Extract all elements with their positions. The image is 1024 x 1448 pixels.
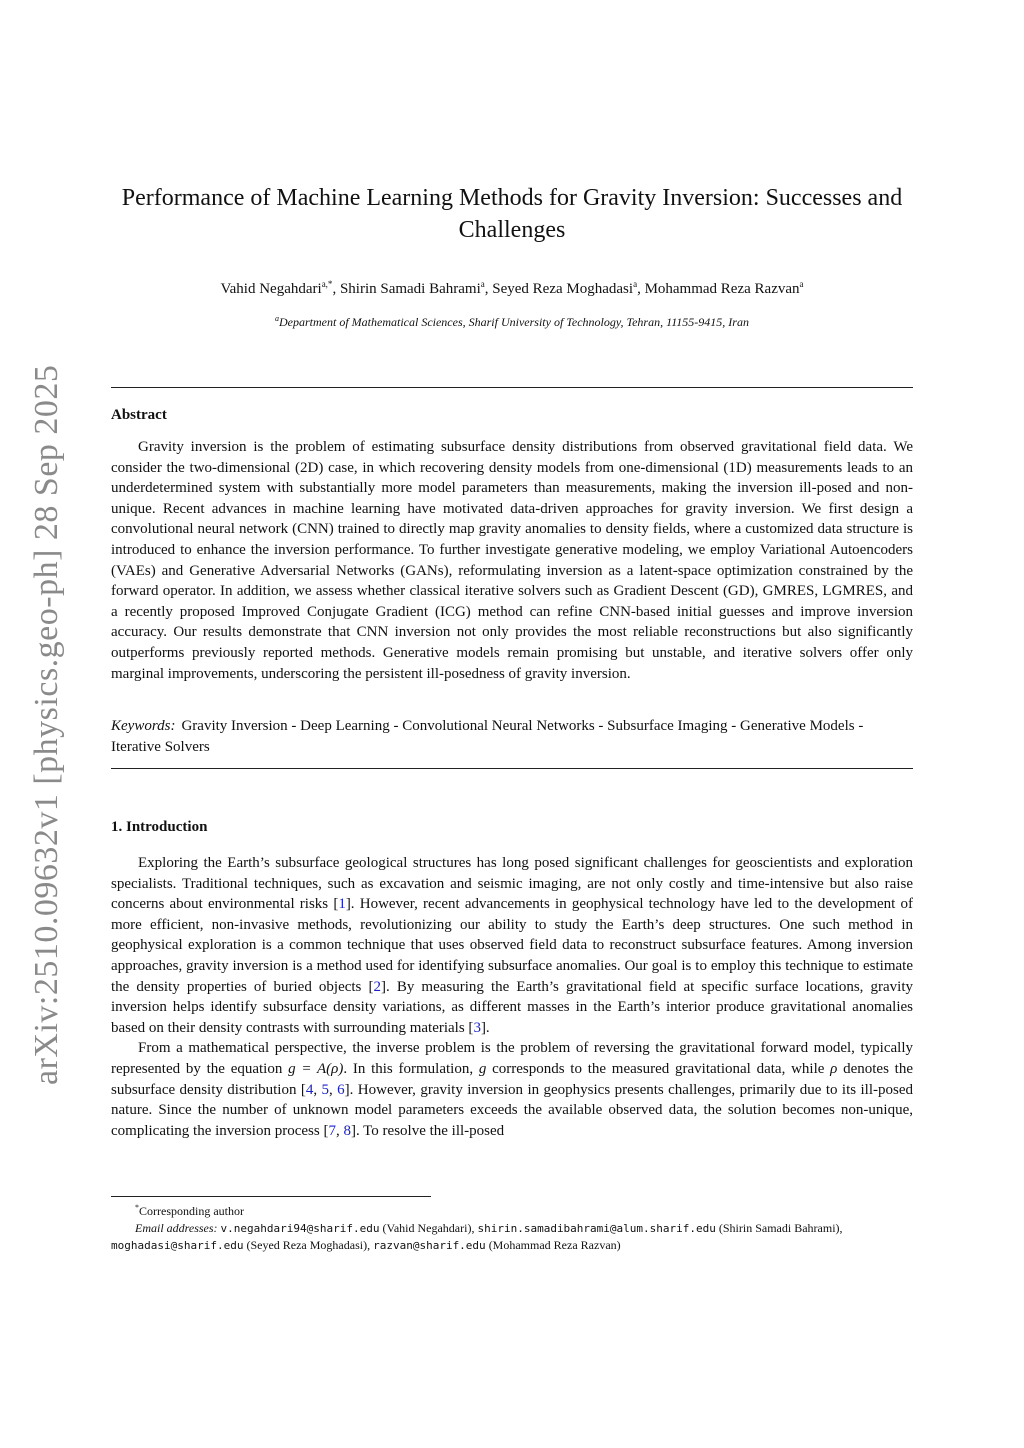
- affiliation: [96, 311, 928, 330]
- abstract-text: Gravity inversion is the problem of estimating subsurface density distributions from observed gravitational field data. We consider the two-dimensional (2D) case, in which recovering density models from one-dimensional (1D) measurements leads to an underdetermined system with substantially more model parameters than measurements, making the inversion ill-posed and non-unique. Recent advances in machine learning have motivated data-driven approaches for gravity inversion. We first design a convolutional neural network (CNN) trained to directly map gravity anomalies to density fields, where a customized data structure is introduced to enhance the inversion performance. To further investigate generative modeling, we employ Variational Autoencoders (VAEs) and Generative Adversarial Networks (GANs), reformulating inversion as a latent-space optimization constrained by the forward operator. In addition, we assess whether classical iterative solvers such as Gradient Descent (GD), GMRES, LGMRES, and a recently proposed Improved Conjugate Gradient (ICG) method can refine CNN-based initial guesses and improve inversion accuracy. Our results demonstrate that CNN inversion not only provides the most reliable reconstructions but also significantly outperforms previously reported methods. Generative models remain promising but unstable, and iterative solvers offer only marginal improvements, underscoring the persistent ill-posedness of gravity inversion.: [111, 439, 913, 682]
- citation-link[interactable]: 5: [321, 1081, 329, 1098]
- author-affiliation-mark: a: [799, 279, 804, 289]
- footnotes: [111, 1200, 913, 1255]
- citation-link[interactable]: 1: [338, 896, 346, 913]
- keywords-text: Gravity Inversion - Deep Learning - Convolutional Neural Networks - Subsurface Imaging - Generative Models - Iterative Solvers: [111, 718, 864, 755]
- citation-link[interactable]: 7: [328, 1122, 336, 1139]
- introduction-body: [111, 853, 913, 1141]
- citation-link[interactable]: 8: [343, 1122, 351, 1139]
- paper-title: Performance of Machine Learning Methods for Gravity Inversion: Successes and Challenges: [121, 185, 903, 243]
- math-symbol: ρ: [830, 1060, 838, 1077]
- author-affiliation-mark: a: [480, 279, 485, 289]
- footnote-rule: [111, 1196, 431, 1197]
- affiliation-text: Department of Mathematical Sciences, Sharif University of Technology, Tehran, 11155-9415, Iran: [279, 315, 749, 329]
- arxiv-identifier-stamp: arXiv:2510.09632v1 [physics.geo-ph] 28 Sep 2025: [28, 364, 65, 1085]
- author-name: Mohammad Reza Razvan: [644, 281, 800, 297]
- citation-link[interactable]: 3: [473, 1019, 481, 1036]
- keywords-label: Keywords:: [111, 718, 176, 734]
- author-list: Vahid Negahdari$^{a,*}$, Shirin Samadi Bahrami$^a$, Seyed Reza Moghadasi$^a$, Mohammad Reza Razvan$^a$: [220, 279, 804, 297]
- citation-link[interactable]: 2: [373, 978, 381, 995]
- author-name: Vahid Negahdari: [220, 281, 322, 297]
- footnote-emails: Email addresses: v.negahdari94@sharif.edu (Vahid Negahdari), shirin.samadibahrami@alum.sharif.edu (Shirin Samadi Bahrami), moghadasi@sharif.edu (Seyed Reza Moghadasi), razvan@sharif.edu (Mohammad Reza Razvan): [111, 1220, 843, 1252]
- abstract-heading: Abstract: [111, 407, 167, 423]
- paragraph: From a mathematical perspective, the inverse problem is the problem of reversing the gravitational forward model, typically represented by the equation g = A(ρ). In this formulation, g corresponds to the measured gravitational data, while ρ denotes the subsurface density distribution [4, 5, 6]. However, gravity inversion in geophysics presents challenges, primarily due to its ill-posed nature. Since the number of unknown model parameters exceeds the available observed data, the solution becomes non-unique, complicating the inversion process [7, 8]. To resolve the ill-posed: [111, 1040, 913, 1139]
- citation-link[interactable]: 6: [337, 1081, 345, 1098]
- author-affiliation-mark: a,*: [321, 279, 333, 289]
- abstract-bottom-rule: [111, 768, 913, 769]
- email-address[interactable]: razvan@sharif.edu: [373, 1239, 486, 1252]
- email-label: Email addresses:: [135, 1220, 218, 1235]
- author-name: Seyed Reza Moghadasi: [492, 281, 634, 297]
- email-address[interactable]: v.negahdari94@sharif.edu: [220, 1221, 380, 1235]
- equation: g = A(ρ): [288, 1060, 344, 1077]
- author-name: Shirin Samadi Bahrami: [339, 281, 481, 297]
- abstract-top-rule: [111, 387, 913, 388]
- section-heading-introduction: 1. Introduction: [111, 819, 208, 835]
- footnote-mark: *: [135, 1203, 139, 1212]
- paragraph: Exploring the Earth’s subsurface geological structures has long posed significant challenges for geoscientists and exploration specialists. Traditional techniques, such as excavation and seismic imaging, are not only costly and time-intensive but also raise concerns about environmental risks [1]. However, recent advancements in geophysical technology have led to the development of more efficient, non-invasive methods, revolutionizing our ability to study the Earth’s deep structures. One such method in geophysical exploration is a common technique that uses observed field data to reconstruct subsurface features. Among inversion approaches, gravity inversion is a method used for identifying subsurface anomalies. Our goal is to employ this technique to estimate the density properties of buried objects [2]. By measuring the Earth’s gravitational field at specific surface locations, gravity inversion helps identify subsurface density variations, as different masses in the Earth’s interior produce gravitational anomalies based on their density contrasts with surrounding materials [3].: [111, 855, 913, 1036]
- email-address[interactable]: shirin.samadibahrami@alum.sharif.edu: [477, 1221, 716, 1235]
- citation-link[interactable]: 4: [305, 1081, 314, 1098]
- math-symbol: g: [478, 1060, 487, 1077]
- footnote-corresponding: *Corresponding author: [135, 1203, 244, 1218]
- keywords: [111, 716, 913, 757]
- affiliation-mark: a: [275, 314, 280, 323]
- email-address[interactable]: moghadasi@sharif.edu: [111, 1239, 244, 1252]
- author-affiliation-mark: a: [633, 279, 638, 289]
